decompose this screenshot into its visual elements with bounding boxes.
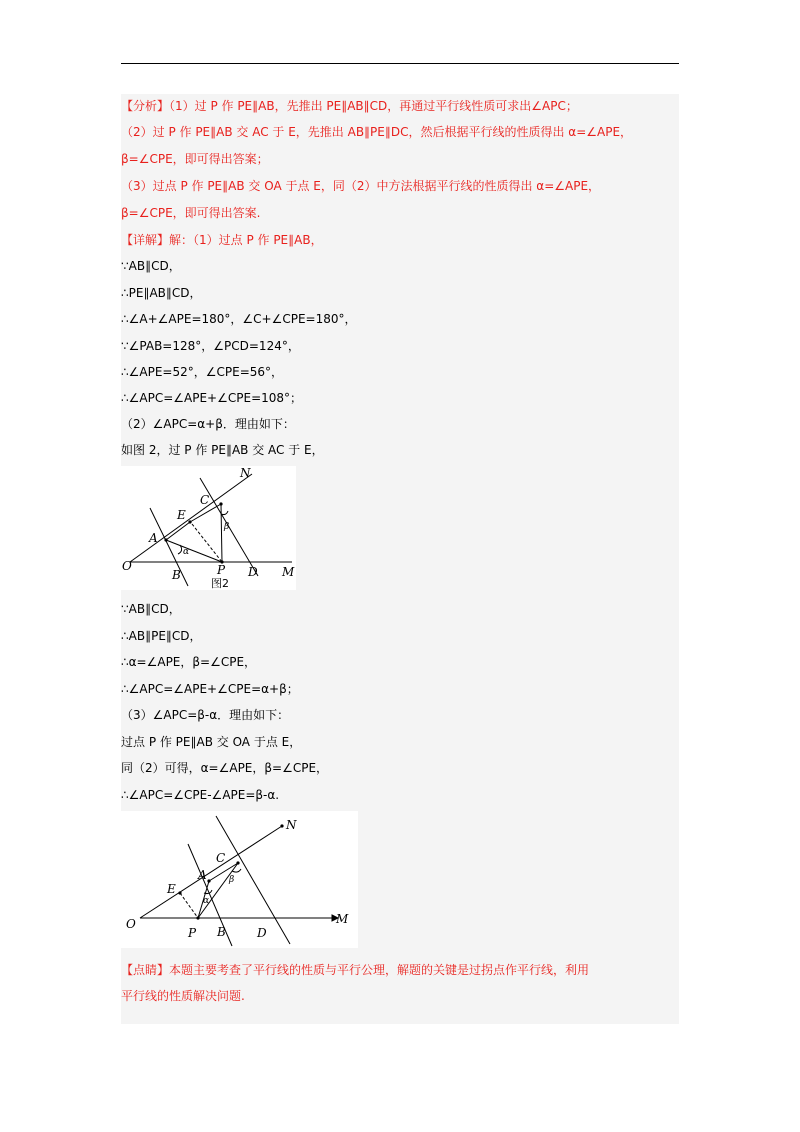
beta-arc	[221, 511, 228, 515]
point-a	[164, 538, 167, 541]
figure-2-caption: 图2	[211, 577, 229, 590]
detail-line-10: ∵AB∥CD，	[121, 602, 181, 616]
label-d: D	[248, 565, 258, 579]
label-b: B	[172, 568, 181, 582]
label-d: D	[257, 926, 267, 940]
analysis-line-2: （2）过 P 作 PE∥AB 交 AC 于 E，先推出 AB∥PE∥DC，然后根据平行线的性质得出 α=∠APE，	[121, 125, 633, 139]
label-b: B	[217, 925, 226, 939]
point-n	[280, 824, 283, 827]
point-c	[236, 861, 239, 864]
label-a: A	[149, 531, 158, 545]
detail-line-11: ∴AB∥PE∥CD，	[121, 629, 202, 643]
detail-line-12: ∴α=∠APE，β=∠CPE，	[121, 655, 257, 669]
detail-line-7: ∴∠APC=∠APE+∠CPE=108°；	[121, 391, 303, 405]
ray-on	[140, 826, 282, 918]
analysis-line-5: β=∠CPE，即可得出答案.	[121, 206, 261, 220]
label-c: C	[216, 851, 226, 865]
label-o: O	[126, 917, 136, 931]
segment-pe-dashed	[180, 893, 198, 918]
label-e: E	[177, 508, 186, 522]
detail-line-14: （3）∠APC=β-α．理由如下：	[121, 708, 290, 722]
label-beta: β	[224, 522, 230, 532]
figure-3	[120, 811, 358, 948]
label-m: M	[282, 565, 295, 579]
label-p: P	[217, 563, 226, 577]
point-e	[178, 891, 181, 894]
label-p: P	[188, 926, 197, 940]
figure-2	[120, 466, 296, 590]
label-o: O	[122, 559, 132, 573]
comment-line-1: 【点睛】本题主要考查了平行线的性质与平行公理，解题的关键是过拐点作平行线，利用	[121, 963, 590, 977]
detail-line-15: 过点 P 作 PE∥AB 交 OA 于点 E，	[121, 735, 302, 749]
ray-on	[130, 474, 252, 562]
point-e	[188, 520, 191, 523]
comment-line-2: 平行线的性质解决问题.	[121, 989, 245, 1003]
label-e: E	[167, 882, 176, 896]
alpha-arc	[178, 545, 182, 554]
label-n: N	[240, 466, 251, 480]
detail-line-16: 同（2）可得，α=∠APE，β=∠CPE，	[121, 761, 329, 775]
segment-ae	[166, 522, 190, 540]
detail-line-9: 如图 2，过 P 作 PE∥AB 交 AC 于 E，	[121, 443, 324, 457]
label-alpha: α	[203, 896, 210, 906]
analysis-line-3: β=∠CPE，即可得出答案；	[121, 152, 269, 166]
label-a: A	[198, 868, 207, 882]
label-alpha: α	[183, 547, 190, 557]
detail-line-3: ∴PE∥AB∥CD，	[121, 286, 202, 300]
point-c	[219, 502, 222, 505]
point-a	[207, 879, 210, 882]
header-rule	[121, 63, 679, 64]
analysis-line-4: （3）过点 P 作 PE∥AB 交 OA 于点 E，同（2）中方法根据平行线的性质得出 α=∠APE，	[121, 179, 601, 193]
label-beta: β	[229, 875, 235, 885]
line-cd	[216, 816, 290, 944]
detail-line-13: ∴∠APC=∠APE+∠CPE=α+β；	[121, 682, 299, 696]
segment-pc	[221, 504, 222, 562]
label-m: M	[336, 912, 349, 926]
detail-line-4: ∴∠A+∠APE=180°，∠C+∠CPE=180°，	[121, 312, 357, 326]
label-n: N	[286, 818, 297, 832]
detail-line-2: ∵AB∥CD，	[121, 259, 181, 273]
detail-line-5: ∵∠PAB=128°，∠PCD=124°，	[121, 339, 300, 353]
detail-line-6: ∴∠APE=52°，∠CPE=56°，	[121, 365, 284, 379]
detail-line-8: （2）∠APC=α+β．理由如下：	[121, 417, 295, 431]
detail-line-1: 【详解】解：（1）过点 P 作 PE∥AB，	[121, 233, 323, 247]
analysis-line-1: 【分析】（1）过 P 作 PE∥AB，先推出 PE∥AB∥CD，再通过平行线性质可求出∠APC；	[121, 99, 578, 113]
point-p	[196, 916, 199, 919]
label-c: C	[200, 493, 210, 507]
detail-line-17: ∴∠APC=∠CPE-∠APE=β-α.	[121, 788, 280, 802]
